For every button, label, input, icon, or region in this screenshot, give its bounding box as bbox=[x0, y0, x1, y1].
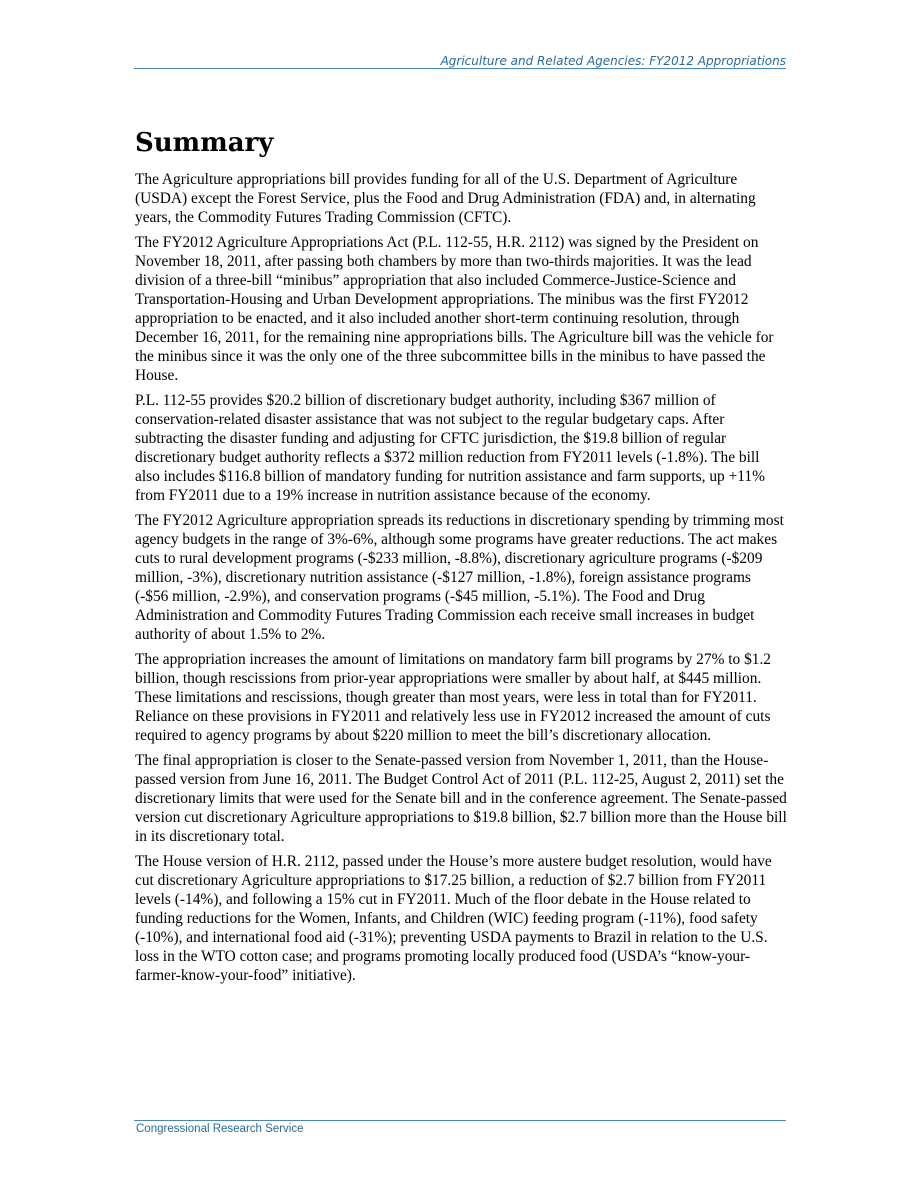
paragraph-1: The Agriculture appropriations bill provides funding for all of the U.S. Department of Agriculture (USDA) except the Forest Service, plus the Food and Drug Administration (FDA) and, in alternating years, the Commodity Futures Trading Commission (CFTC). bbox=[135, 171, 756, 226]
paragraph-3: P.L. 112-55 provides $20.2 billion of discretionary budget authority, including $367 million of conservation-related disaster assistance that was not subject to the regular budgetary caps. After subtracting the disaster funding and adjusting for CFTC jurisdiction, the $19.8 billion of regular discretionary budget authority reflects a $372 million reduction from FY2011 levels (-1.8%). The bill also includes $116.8 billion of mandatory funding for nutrition assistance and farm supports, up +11% from FY2011 due to a 19% increase in nutrition assistance because of the economy. bbox=[135, 392, 765, 504]
summary-section bbox=[135, 124, 787, 991]
paragraph-5: The appropriation increases the amount of limitations on mandatory farm bill programs by 27% to $1.2 billion, though rescissions from prior-year appropriations were smaller by about half, at $445 million. These limitations and rescissions, though greater than most years, were less in total than for FY2011. Reliance on these provisions in FY2011 and relatively less use in FY2012 increased the amount of cuts required to agency programs by about $220 million to meet the bill’s discretionary allocation. bbox=[135, 651, 771, 744]
paragraph-4: The FY2012 Agriculture appropriation spreads its reductions in discretionary spending by trimming most agency budgets in the range of 3%-6%, although some programs have greater reductions. The act makes cuts to rural development programs (-$233 million, -8.8%), discretionary agriculture programs (-$209 million, -3%), discretionary nutrition assistance (-$127 million, -1.8%), foreign assistance programs (-$56 million, -2.9%), and conservation programs (-$45 million, -5.1%). The Food and Drug Administration and Commodity Futures Trading Commission each receive small increases in budget authority of about 1.5% to 2%. bbox=[135, 512, 784, 643]
running-header-title: Agriculture and Related Agencies: FY2012 Appropriations bbox=[440, 54, 786, 68]
header-divider bbox=[134, 68, 786, 69]
footer-divider bbox=[134, 1120, 786, 1121]
paragraph-6: The final appropriation is closer to the Senate-passed version from November 1, 2011, than the House-passed version from June 16, 2011. The Budget Control Act of 2011 (P.L. 112-25, August 2, 2011) set the discretionary limits that were used for the Senate bill and in the conference agreement. The Senate-passed version cut discretionary Agriculture appropriations to $19.8 billion, $2.7 billion more than the House bill in its discretionary total. bbox=[135, 752, 787, 845]
footer-publisher: Congressional Research Service bbox=[136, 1123, 304, 1135]
paragraph-2: The FY2012 Agriculture Appropriations Act (P.L. 112-55, H.R. 2112) was signed by the President on November 18, 2011, after passing both chambers by more than two-thirds majorities. It was the lead division of a three-bill “minibus” appropriation that also included Commerce-Justice-Science and Transportation-Housing and Urban Development appropriations. The minibus was the first FY2012 appropriation to be enacted, and it also included another short-term continuing resolution, through December 16, 2011, for the remaining nine appropriations bills. The Agriculture bill was the vehicle for the minibus since it was the only one of the three subcommittee bills in the minibus to have passed the House. bbox=[135, 234, 774, 384]
section-title: Summary bbox=[135, 128, 274, 158]
paragraph-7: The House version of H.R. 2112, passed under the House’s more austere budget resolution, would have cut discretionary Agriculture appropriations to $17.25 billion, a reduction of $2.7 billion from FY2011 levels (-14%), and following a 15% cut in FY2011. Much of the floor debate in the House related to funding reductions for the Women, Infants, and Children (WIC) feeding program (-11%), food safety (-10%), and international food aid (-31%); preventing USDA payments to Brazil in relation to the U.S. loss in the WTO cotton case; and programs promoting locally produced food (USDA’s “know-your-farmer-know-your-food” initiative). bbox=[135, 853, 772, 984]
